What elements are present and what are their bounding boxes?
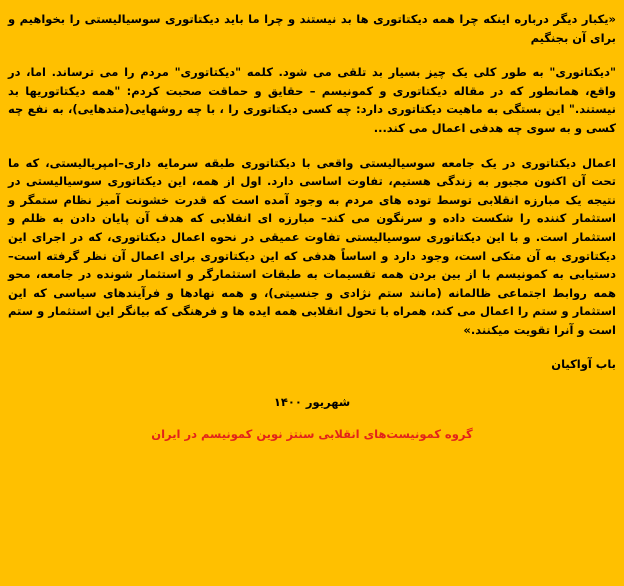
dictatorship-paragraph: "دیکتاتوری" به طور کلی یک چیز بسیار بد تلقی می شود. کلمه "دیکتاتوری" مردم را می ترساند. اما، در واقع، همانطور که در مقاله دیکتاتوری و کمونیسم – حقایق و حماقت صحبت کردم: "همه دیکتاتوریها بد نیستند." این بستگی به ماهیت دیکتاتوری دارد: چه کسی دیکتاتوری را ، با چه روشهایی(متدهایی)، به نفع چه کسی و به سوی چه هدفی اعمال می کند... [8,65,616,135]
opening-paragraph: «یکبار دیگر درباره اینکه چرا همه دیکتاتوری ها بد نیستند و چرا ما باید دیکتاتوری سوسیالیستی را بخواهیم و برای آن بجنگیم [8,12,616,45]
publication-date: شهریور ۱۴۰۰ [273,395,351,410]
group-name: گروه کمونیست‌های انقلابی سنتز نوین کمونیسم در ایران [151,426,473,441]
author-signature: باب آواکیان [551,356,616,371]
socialist-dictatorship-paragraph: اعمال دیکتاتوری در یک جامعه سوسیالیستی واقعی با دیکتاتوری طبقه سرمایه داری–امپریالیستی، که ما تحت آن اکنون مجبور به زندگی هستیم، تفاوت اساسی دارد. اول از همه، این دیکتاتوری سوسیالیستی در نتیجه یک مبارزه انقلابی توسط توده های مردم به وجود آمده است که قدرت خشونت آمیز نظام ستمگر و استثمار کننده را شکست داده و سرنگون می کند– مبارزه ای انقلابی که هدف آن پایان دادن به ظلم و استثمار است. و با این دیکتاتوری سوسیالیستی تفاوت عمیقی در نحوه اعمال دیکتاتوری، که در اجرای این دیکتاتوری به آن متکی است، وجود دارد و اساساً هدفی که این دیکتاتوری برای اعمال آن نظر گرفته است–دستیابی به کمونیسم با از بین بردن همه تقسیمات به طبقات استثمارگر و استثمار شونده در جامعه، محو همه روابط اجتماعی ظالمانه (مانند ستم نژادی و جنسیتی)، و همه نهادها و فرآیندهای سیاسی که این استثمار و ستم را اعمال می کند، همراه با تحول انقلابی همه ایده ها و فرهنگی که بیانگر این استثمار و ستم است و آنرا تقویت میکنند.» [8,155,616,337]
